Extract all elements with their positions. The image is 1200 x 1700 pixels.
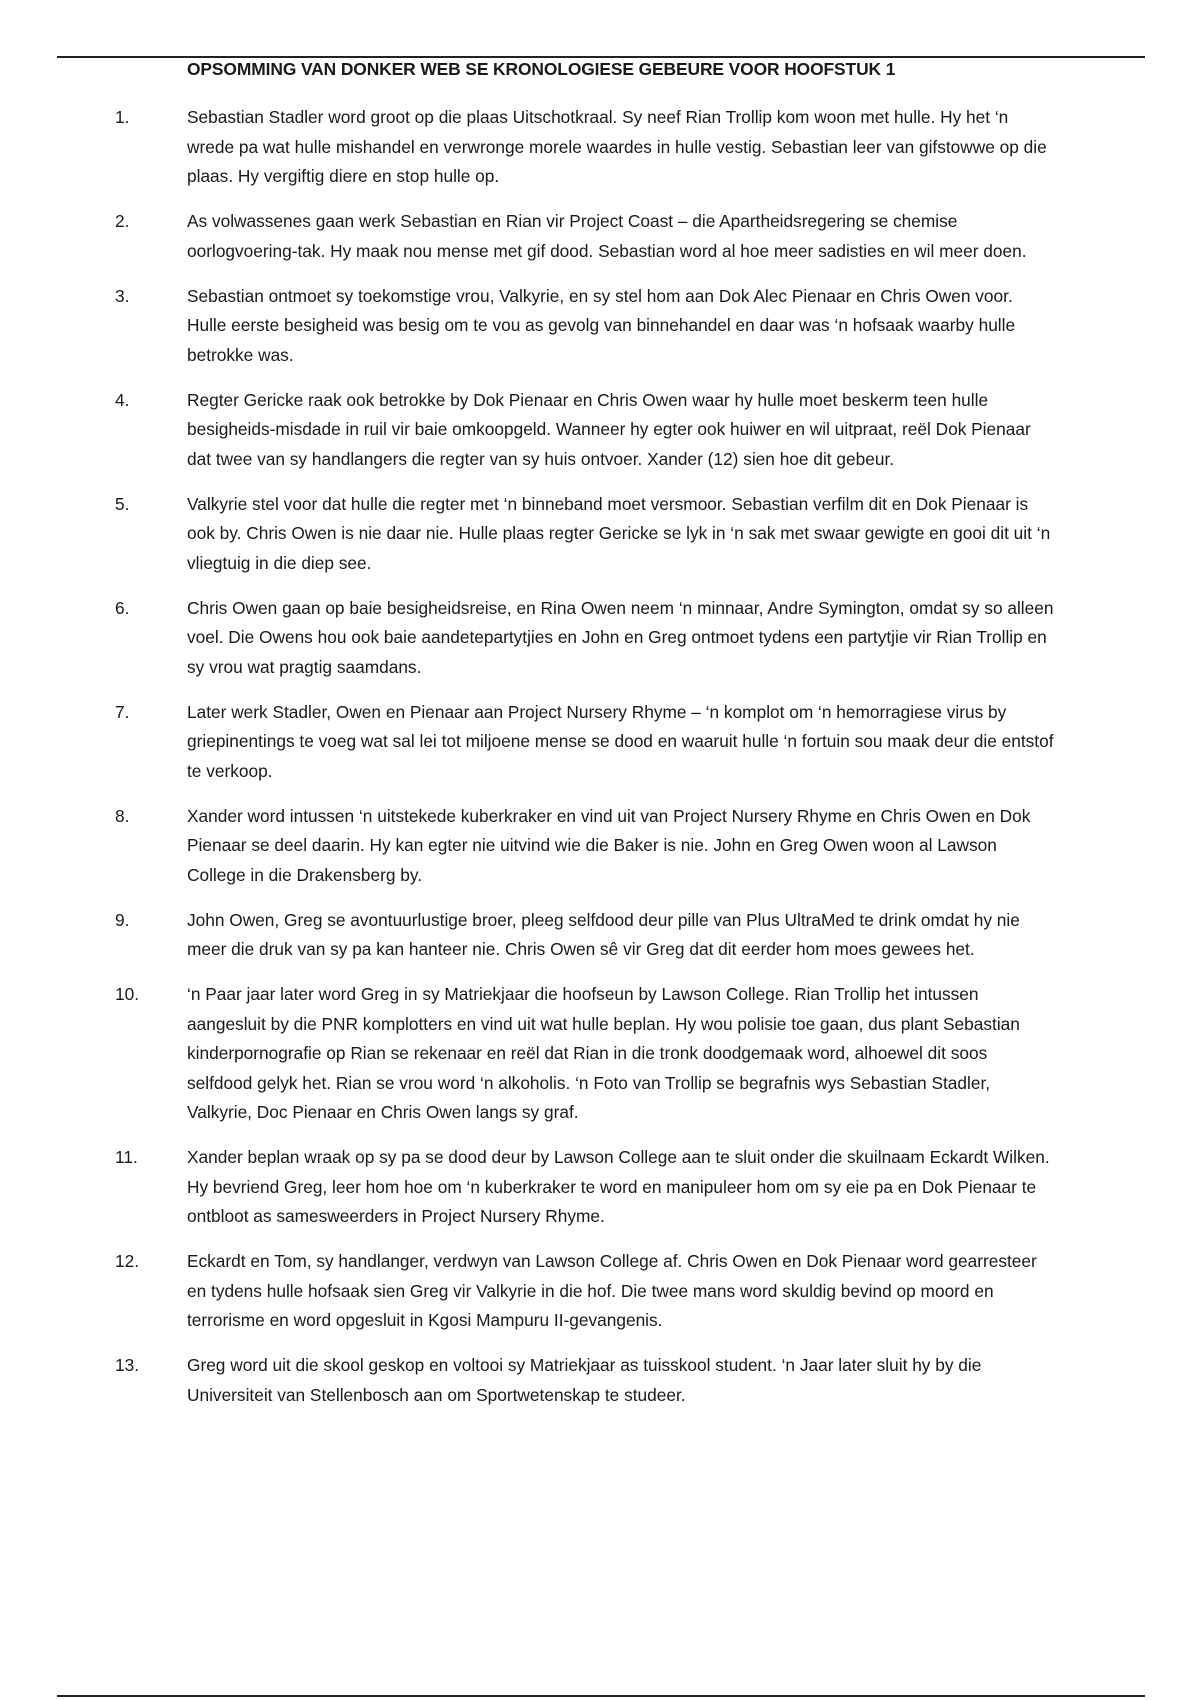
list-item: [0, 980, 1055, 1128]
event-list: [0, 103, 1200, 1426]
list-item: [0, 386, 1055, 475]
list-item: [0, 1247, 1055, 1336]
list-item: [0, 207, 1055, 266]
item-text: Valkyrie stel voor dat hulle die regter met ‘n binneband moet versmoor. Sebastian verfilm dit en Dok Pienaar is ook by. Chris Owen is nie daar nie. Hulle plaas regter Gericke se lyk in ‘n sak met swaar gewigte en gooi dit uit ‘n vliegtuig in die diep see.: [187, 493, 1051, 573]
list-item: [0, 698, 1055, 787]
item-text: Later werk Stadler, Owen en Pienaar aan Project Nursery Rhyme – ‘n komplot om ‘n hemorragiese virus by griepinentings te voeg wat sal lei tot miljoene mense se dood en waaruit hulle ‘n fortuin sou maak deur die entstof te verkoop.: [187, 701, 1054, 781]
item-text: Xander word intussen ‘n uitstekede kuberkraker en vind uit van Project Nursery Rhyme en Chris Owen en Dok Pienaar se deel daarin. Hy kan egter nie uitvind wie die Baker is nie. John en Greg Owen woon al Lawson College in die Drakensberg by.: [187, 805, 1031, 885]
top-rule: [57, 56, 1145, 58]
item-number: 4.: [115, 389, 130, 410]
item-text: Sebastian Stadler word groot op die plaas Uitschotkraal. Sy neef Rian Trollip kom woon met hulle. Hy het ‘n wrede pa wat hulle mishandel en verwronge morele waardes in hulle vestig. Sebastian leer van gifstowwe op die plaas. Hy vergiftig diere en stop hulle op.: [187, 107, 1047, 186]
item-text: Sebastian ontmoet sy toekomstige vrou, Valkyrie, en sy stel hom aan Dok Alec Pienaar en Chris Owen voor. Hulle eerste besigheid was besig om te vou as gevolg van binnehandel en daar was ‘n hofsaak waarby hulle betrokke was.: [187, 285, 1016, 365]
item-text: Greg word uit die skool geskop en voltooi sy Matriekjaar as tuisskool student. ‘n Jaar later sluit hy by die Universiteit van Stellenbosch aan om Sportwetenskap te studeer.: [187, 1355, 982, 1405]
document-title: OPSOMMING VAN DONKER WEB SE KRONOLOGIESE GEBEURE VOOR HOOFSTUK 1: [187, 59, 896, 79]
item-text: John Owen, Greg se avontuurlustige broer, pleeg selfdood deur pille van Plus UltraMed te drink omdat hy nie meer die druk van sy pa kan hanteer nie. Chris Owen sê vir Greg dat dit eerder hom moes gewees het.: [187, 909, 1020, 959]
list-item: [0, 490, 1055, 579]
list-item: [0, 802, 1055, 891]
item-number: 1.: [115, 107, 130, 127]
item-number: 3.: [115, 285, 130, 306]
item-text: Eckardt en Tom, sy handlanger, verdwyn van Lawson College af. Chris Owen en Dok Pienaar word gearresteer en tydens hulle hofsaak sien Greg vir Valkyrie in die hof. Die twee mans word skuldig bevind op moord en terrorisme en word opgesluit in Kgosi Mampuru II-gevangenis.: [187, 1251, 1037, 1330]
item-number: 12.: [115, 1251, 140, 1271]
item-text: As volwassenes gaan werk Sebastian en Rian vir Project Coast – die Apartheidsregering se chemise oorlogvoering-tak. Hy maak nou mense met gif dood. Sebastian word al hoe meer sadisties en wil meer doen.: [187, 211, 1027, 261]
item-text: Chris Owen gaan op baie besigheidsreise, en Rina Owen neem ‘n minnaar, Andre Symington, omdat sy so alleen voel. Die Owens hou ook baie aandetepartytjies en John en Greg ontmoet tydens een partytjie vir Rian Trollip en sy vrou wat pragtig saamdans.: [187, 597, 1054, 677]
list-item: [0, 282, 1055, 371]
bottom-rule: [57, 1695, 1145, 1697]
item-number: 6.: [115, 597, 130, 618]
item-number: 8.: [115, 805, 130, 826]
list-item: [0, 594, 1055, 683]
item-number: 11.: [115, 1147, 138, 1167]
item-number: 7.: [115, 701, 130, 722]
list-item: [0, 103, 1055, 192]
item-number: 2.: [115, 211, 130, 231]
list-item: [0, 906, 1055, 965]
item-number: 9.: [115, 909, 130, 930]
item-number: 13.: [115, 1355, 140, 1375]
list-item: [0, 1351, 1055, 1410]
item-text: Xander beplan wraak op sy pa se dood deur by Lawson College aan te sluit onder die skuilnaam Eckardt Wilken. Hy bevriend Greg, leer hom hoe om ‘n kuberkraker te word en manipuleer hom om sy eie pa en Dok Pienaar te ontbloot as samesweerders in Project Nursery Rhyme.: [187, 1147, 1050, 1226]
item-number: 5.: [115, 493, 130, 514]
item-text: Regter Gericke raak ook betrokke by Dok Pienaar en Chris Owen waar hy hulle moet beskerm teen hulle besigheids-misdade in ruil vir baie omkoopgeld. Wanneer hy egter ook huiwer en wil uitpraat, reël Dok Pienaar dat twee van sy handlangers die regter van sy huis ontvoer. Xander (12) sien hoe dit gebeur.: [187, 389, 1031, 469]
list-item: [0, 1143, 1055, 1232]
item-text: ‘n Paar jaar later word Greg in sy Matriekjaar die hoofseun by Lawson College. Rian Trollip het intussen aangesluit by die PNR komplotters en vind uit wat hulle beplan. Hy wou polisie toe gaan, dus plant Sebastian kinderpornografie op Rian se rekenaar en reël dat Rian in die tronk doodgemaak word, alhoewel dit soos selfdood gelyk het. Rian se vrou word ‘n alkoholis. ‘n Foto van Trollip se begrafnis wys Sebastian Stadler, Valkyrie, Doc Pienaar en Chris Owen langs sy graf.: [187, 984, 1020, 1122]
item-number: 10.: [115, 984, 140, 1004]
